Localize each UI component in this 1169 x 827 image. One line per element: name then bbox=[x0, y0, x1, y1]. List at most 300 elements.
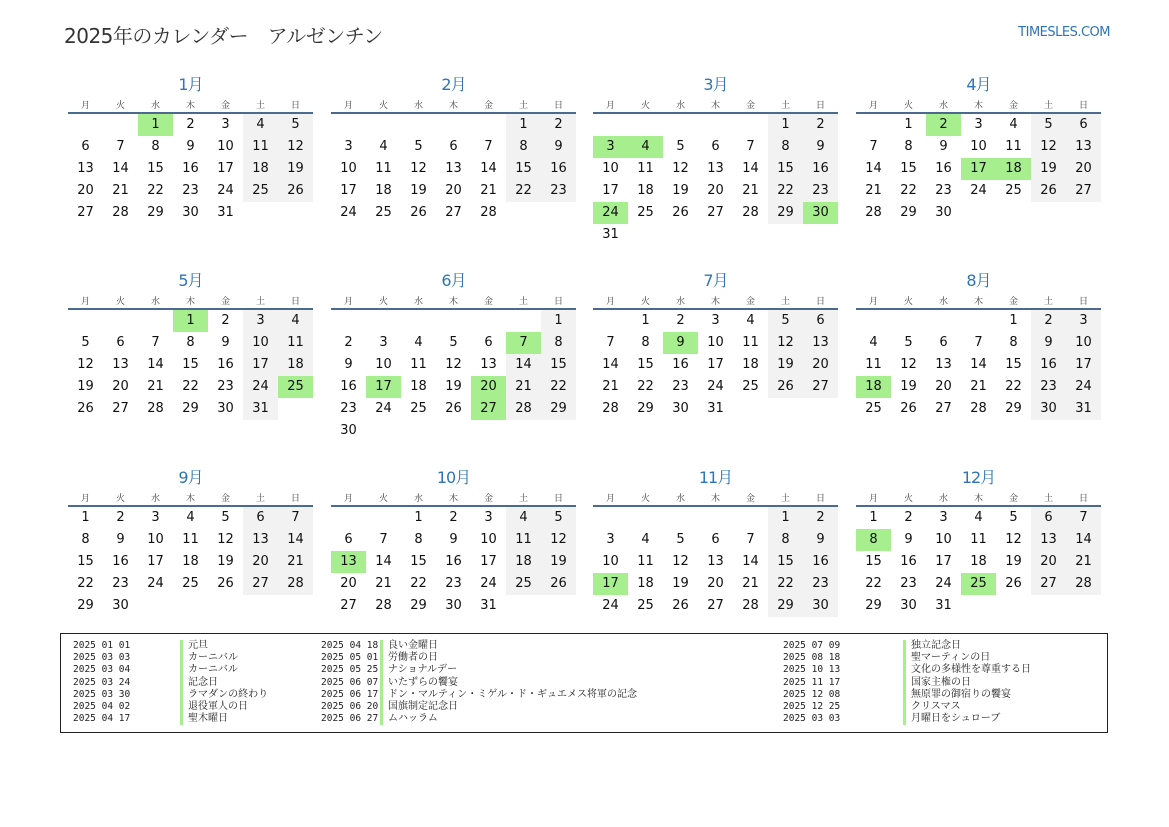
day-cell: 27 bbox=[707, 205, 724, 220]
day-cell: 9 bbox=[186, 139, 195, 154]
day-cell: 28 bbox=[112, 205, 129, 220]
month-title: 6月 bbox=[441, 271, 466, 290]
month-9 bbox=[68, 467, 313, 617]
day-cell: 11 bbox=[970, 532, 987, 547]
weekend-day-cell: 16 bbox=[541, 158, 576, 180]
weekend-day-cell: 20 bbox=[1066, 158, 1101, 180]
day-cell: 22 bbox=[147, 183, 164, 198]
day-cell: 1 bbox=[414, 510, 423, 525]
weekday-header bbox=[68, 96, 313, 114]
day-cell: 25 bbox=[742, 379, 759, 394]
weekday-label: 木 bbox=[448, 296, 458, 307]
legend-item bbox=[321, 664, 458, 676]
weekend-day-cell: 26 bbox=[541, 573, 576, 595]
day-cell: 30 bbox=[182, 205, 199, 220]
day-cell: 29 bbox=[637, 401, 654, 416]
weekday-label: 木 bbox=[973, 296, 983, 307]
holiday-day-cell: 17 bbox=[366, 376, 401, 398]
day-cell: 21 bbox=[147, 379, 164, 394]
day-cell: 28 bbox=[602, 401, 619, 416]
weekday-label: 月 bbox=[605, 493, 615, 504]
empty-cell bbox=[593, 114, 628, 136]
day-cell: 24 bbox=[935, 576, 952, 591]
empty-cell bbox=[663, 114, 698, 136]
weekday-label: 水 bbox=[413, 296, 423, 307]
weekday-label: 火 bbox=[115, 493, 125, 504]
weekend-day-cell: 15 bbox=[768, 551, 803, 573]
weekday-label: 月 bbox=[343, 100, 353, 111]
day-cell: 4 bbox=[974, 510, 983, 525]
weekend-day-cell: 29 bbox=[768, 202, 803, 224]
weekday-label: 木 bbox=[185, 296, 195, 307]
weekend-day-cell: 9 bbox=[1031, 332, 1066, 354]
month-8 bbox=[856, 270, 1101, 420]
empty-cell bbox=[401, 310, 436, 332]
day-cell: 19 bbox=[217, 554, 234, 569]
weekend-day-cell: 4 bbox=[243, 114, 278, 136]
weekday-label: 土 bbox=[780, 100, 790, 111]
holiday-date: 2025 04 02 bbox=[73, 700, 131, 712]
day-cell: 22 bbox=[865, 576, 882, 591]
day-cell: 14 bbox=[742, 554, 759, 569]
holiday-day-cell: 25 bbox=[278, 376, 313, 398]
day-cell: 1 bbox=[869, 510, 878, 525]
empty-cell bbox=[891, 310, 926, 332]
day-cell: 20 bbox=[445, 183, 462, 198]
day-cell: 11 bbox=[865, 357, 882, 372]
weekday-header bbox=[68, 489, 313, 507]
holiday-date: 2025 03 03 bbox=[783, 713, 841, 725]
empty-cell bbox=[961, 310, 996, 332]
weekday-label: 木 bbox=[448, 100, 458, 111]
weekday-header bbox=[856, 292, 1101, 310]
day-cell: 10 bbox=[375, 357, 392, 372]
day-cell: 25 bbox=[1005, 183, 1022, 198]
weekday-label: 金 bbox=[745, 100, 755, 111]
empty-cell bbox=[401, 114, 436, 136]
legend-column-2 bbox=[321, 640, 637, 725]
day-cell: 11 bbox=[1005, 139, 1022, 154]
weekend-day-cell: 7 bbox=[1066, 507, 1101, 529]
day-cell: 18 bbox=[637, 576, 654, 591]
day-cell: 26 bbox=[77, 401, 94, 416]
empty-cell bbox=[733, 114, 768, 136]
weekday-label: 月 bbox=[605, 296, 615, 307]
weekday-label: 火 bbox=[903, 493, 913, 504]
day-cell: 20 bbox=[112, 379, 129, 394]
holiday-date: 2025 03 04 bbox=[73, 664, 131, 676]
weekend-day-cell: 14 bbox=[278, 529, 313, 551]
day-cell: 14 bbox=[602, 357, 619, 372]
weekend-day-cell: 25 bbox=[243, 180, 278, 202]
weekday-label: 金 bbox=[483, 493, 493, 504]
day-cell: 21 bbox=[480, 183, 497, 198]
day-cell: 26 bbox=[445, 401, 462, 416]
weekend-day-cell: 12 bbox=[1031, 136, 1066, 158]
day-cell: 12 bbox=[672, 554, 689, 569]
weekend-day-cell: 8 bbox=[541, 332, 576, 354]
weekend-day-cell: 14 bbox=[506, 354, 541, 376]
day-cell: 6 bbox=[484, 335, 493, 350]
day-grid bbox=[68, 310, 313, 420]
day-cell: 5 bbox=[904, 335, 913, 350]
holiday-name: クリスマス bbox=[903, 701, 961, 713]
weekend-day-cell: 28 bbox=[1066, 573, 1101, 595]
day-cell: 10 bbox=[217, 139, 234, 154]
legend-item bbox=[73, 640, 208, 652]
weekend-day-cell: 3 bbox=[243, 310, 278, 332]
day-cell: 8 bbox=[904, 139, 913, 154]
month-6 bbox=[331, 270, 576, 442]
weekend-day-cell: 22 bbox=[506, 180, 541, 202]
weekend-day-cell: 15 bbox=[506, 158, 541, 180]
weekend-day-cell: 29 bbox=[541, 398, 576, 420]
day-cell: 3 bbox=[939, 510, 948, 525]
empty-cell bbox=[331, 310, 366, 332]
weekday-label: 水 bbox=[150, 100, 160, 111]
day-cell: 12 bbox=[217, 532, 234, 547]
legend-item bbox=[73, 676, 218, 689]
empty-cell bbox=[926, 310, 961, 332]
day-cell: 18 bbox=[182, 554, 199, 569]
day-cell: 30 bbox=[900, 598, 917, 613]
day-cell: 24 bbox=[602, 598, 619, 613]
day-cell: 28 bbox=[147, 401, 164, 416]
day-cell: 6 bbox=[711, 139, 720, 154]
weekday-label: 土 bbox=[255, 100, 265, 111]
month-4 bbox=[856, 74, 1101, 224]
weekday-label: 土 bbox=[780, 493, 790, 504]
day-cell: 2 bbox=[186, 117, 195, 132]
weekday-label: 日 bbox=[1078, 296, 1088, 307]
weekend-day-cell: 23 bbox=[803, 573, 838, 595]
day-grid bbox=[331, 507, 576, 617]
legend-column-3 bbox=[783, 640, 1031, 725]
month-3 bbox=[593, 74, 838, 246]
weekend-day-cell: 6 bbox=[1066, 114, 1101, 136]
holiday-date: 2025 04 17 bbox=[73, 713, 131, 725]
day-cell: 21 bbox=[970, 379, 987, 394]
weekend-day-cell: 24 bbox=[243, 376, 278, 398]
day-cell: 12 bbox=[900, 357, 917, 372]
weekend-day-cell: 17 bbox=[243, 354, 278, 376]
weekday-label: 木 bbox=[973, 493, 983, 504]
day-cell: 3 bbox=[379, 335, 388, 350]
weekend-day-cell: 6 bbox=[243, 507, 278, 529]
holiday-name: 文化の多様性を尊重する日 bbox=[903, 664, 1031, 676]
weekend-day-cell: 5 bbox=[768, 310, 803, 332]
weekday-label: 水 bbox=[150, 296, 160, 307]
day-cell: 24 bbox=[707, 379, 724, 394]
weekday-label: 金 bbox=[483, 100, 493, 111]
day-cell: 14 bbox=[742, 161, 759, 176]
day-grid bbox=[331, 310, 576, 442]
day-cell: 25 bbox=[637, 205, 654, 220]
weekend-day-cell: 13 bbox=[1066, 136, 1101, 158]
day-cell: 2 bbox=[221, 313, 230, 328]
day-cell: 26 bbox=[672, 205, 689, 220]
weekday-label: 木 bbox=[185, 100, 195, 111]
weekday-header bbox=[593, 96, 838, 114]
day-cell: 21 bbox=[602, 379, 619, 394]
weekend-day-cell: 21 bbox=[278, 551, 313, 573]
empty-cell bbox=[593, 310, 628, 332]
day-cell: 1 bbox=[81, 510, 90, 525]
day-cell: 23 bbox=[340, 401, 357, 416]
weekday-label: 木 bbox=[710, 100, 720, 111]
weekend-day-cell: 19 bbox=[541, 551, 576, 573]
day-cell: 5 bbox=[221, 510, 230, 525]
weekday-label: 日 bbox=[553, 493, 563, 504]
month-11 bbox=[593, 467, 838, 617]
day-cell: 11 bbox=[637, 554, 654, 569]
day-cell: 2 bbox=[449, 510, 458, 525]
holiday-day-cell: 8 bbox=[856, 529, 891, 551]
day-cell: 20 bbox=[77, 183, 94, 198]
holiday-name: 良い金曜日 bbox=[380, 640, 438, 652]
day-cell: 29 bbox=[77, 598, 94, 613]
day-cell: 22 bbox=[637, 379, 654, 394]
day-cell: 20 bbox=[935, 379, 952, 394]
holiday-name: カーニバル bbox=[180, 652, 238, 664]
empty-cell bbox=[856, 114, 891, 136]
day-cell: 23 bbox=[935, 183, 952, 198]
holiday-date: 2025 03 30 bbox=[73, 688, 131, 700]
day-cell: 4 bbox=[641, 532, 650, 547]
day-cell: 8 bbox=[151, 139, 160, 154]
empty-cell bbox=[436, 114, 471, 136]
day-cell: 31 bbox=[707, 401, 724, 416]
weekday-label: 月 bbox=[80, 100, 90, 111]
legend-item bbox=[73, 700, 248, 713]
legend-item bbox=[783, 713, 1001, 725]
weekday-header bbox=[593, 292, 838, 310]
day-cell: 5 bbox=[676, 532, 685, 547]
month-title: 3月 bbox=[703, 75, 728, 94]
day-cell: 26 bbox=[672, 598, 689, 613]
weekend-day-cell: 18 bbox=[243, 158, 278, 180]
day-cell: 19 bbox=[77, 379, 94, 394]
weekend-day-cell: 26 bbox=[1031, 180, 1066, 202]
weekend-day-cell: 4 bbox=[506, 507, 541, 529]
legend-column-1 bbox=[73, 640, 269, 725]
day-cell: 25 bbox=[865, 401, 882, 416]
weekday-label: 月 bbox=[868, 296, 878, 307]
weekday-label: 日 bbox=[553, 100, 563, 111]
day-grid bbox=[856, 114, 1101, 224]
day-cell: 24 bbox=[217, 183, 234, 198]
weekend-day-cell: 27 bbox=[243, 573, 278, 595]
day-cell: 14 bbox=[375, 554, 392, 569]
weekend-day-cell: 1 bbox=[768, 507, 803, 529]
weekend-day-cell: 13 bbox=[243, 529, 278, 551]
holiday-name: カーニバル bbox=[180, 664, 238, 676]
day-cell: 27 bbox=[445, 205, 462, 220]
holiday-name: 月曜日をシュローブ bbox=[903, 713, 1000, 725]
day-cell: 13 bbox=[445, 161, 462, 176]
day-cell: 28 bbox=[742, 205, 759, 220]
month-title: 2月 bbox=[441, 75, 466, 94]
day-cell: 10 bbox=[707, 335, 724, 350]
day-cell: 7 bbox=[379, 532, 388, 547]
day-cell: 7 bbox=[484, 139, 493, 154]
day-cell: 2 bbox=[676, 313, 685, 328]
weekend-day-cell: 19 bbox=[1031, 158, 1066, 180]
weekend-day-cell: 9 bbox=[541, 136, 576, 158]
day-cell: 10 bbox=[935, 532, 952, 547]
weekend-day-cell: 6 bbox=[1031, 507, 1066, 529]
legend-item bbox=[783, 664, 1031, 676]
day-cell: 18 bbox=[742, 357, 759, 372]
day-cell: 12 bbox=[410, 161, 427, 176]
day-cell: 3 bbox=[344, 139, 353, 154]
weekday-label: 日 bbox=[815, 493, 825, 504]
weekday-label: 月 bbox=[605, 100, 615, 111]
weekday-label: 水 bbox=[413, 493, 423, 504]
month-5 bbox=[68, 270, 313, 420]
day-cell: 18 bbox=[410, 379, 427, 394]
holiday-day-cell: 18 bbox=[856, 376, 891, 398]
day-cell: 6 bbox=[344, 532, 353, 547]
weekday-label: 金 bbox=[1008, 493, 1018, 504]
day-cell: 30 bbox=[672, 401, 689, 416]
day-cell: 8 bbox=[1009, 335, 1018, 350]
day-cell: 28 bbox=[865, 205, 882, 220]
day-cell: 2 bbox=[904, 510, 913, 525]
day-cell: 16 bbox=[445, 554, 462, 569]
day-cell: 21 bbox=[742, 183, 759, 198]
holiday-date: 2025 08 18 bbox=[783, 652, 841, 664]
day-cell: 4 bbox=[379, 139, 388, 154]
day-cell: 21 bbox=[865, 183, 882, 198]
holiday-date: 2025 11 17 bbox=[783, 676, 841, 688]
holiday-legend bbox=[60, 633, 1108, 733]
day-cell: 9 bbox=[344, 357, 353, 372]
weekday-label: 木 bbox=[710, 296, 720, 307]
day-cell: 4 bbox=[869, 335, 878, 350]
holiday-name: 退役軍人の日 bbox=[180, 701, 248, 713]
day-cell: 14 bbox=[147, 357, 164, 372]
day-cell: 24 bbox=[147, 576, 164, 591]
weekday-label: 水 bbox=[675, 296, 685, 307]
day-cell: 30 bbox=[935, 205, 952, 220]
weekday-label: 水 bbox=[938, 100, 948, 111]
legend-item bbox=[783, 688, 1011, 701]
weekday-label: 木 bbox=[710, 493, 720, 504]
day-cell: 7 bbox=[869, 139, 878, 154]
holiday-date: 2025 12 25 bbox=[783, 700, 841, 712]
day-grid bbox=[593, 114, 838, 246]
day-cell: 29 bbox=[410, 598, 427, 613]
day-cell: 7 bbox=[116, 139, 125, 154]
day-cell: 14 bbox=[970, 357, 987, 372]
day-cell: 7 bbox=[606, 335, 615, 350]
day-cell: 7 bbox=[746, 139, 755, 154]
holiday-day-cell: 3 bbox=[593, 136, 628, 158]
holiday-day-cell: 30 bbox=[803, 202, 838, 224]
day-cell: 24 bbox=[340, 205, 357, 220]
empty-cell bbox=[506, 310, 541, 332]
legend-item bbox=[73, 688, 269, 701]
day-cell: 19 bbox=[445, 379, 462, 394]
weekend-day-cell: 4 bbox=[278, 310, 313, 332]
day-cell: 3 bbox=[151, 510, 160, 525]
empty-cell bbox=[436, 310, 471, 332]
weekend-day-cell: 12 bbox=[278, 136, 313, 158]
holiday-date: 2025 06 17 bbox=[321, 688, 379, 700]
site-link[interactable]: TIMESLES.COM bbox=[1018, 25, 1110, 40]
weekend-day-cell: 2 bbox=[803, 507, 838, 529]
weekend-day-cell: 21 bbox=[1066, 551, 1101, 573]
day-cell: 6 bbox=[81, 139, 90, 154]
legend-item bbox=[73, 652, 238, 664]
empty-cell bbox=[593, 507, 628, 529]
day-cell: 23 bbox=[900, 576, 917, 591]
holiday-name: 聖木曜日 bbox=[180, 713, 228, 725]
holiday-day-cell: 1 bbox=[173, 310, 208, 332]
legend-item bbox=[73, 664, 238, 676]
weekday-label: 月 bbox=[80, 493, 90, 504]
day-cell: 13 bbox=[77, 161, 94, 176]
weekend-day-cell: 26 bbox=[278, 180, 313, 202]
weekend-day-cell: 2 bbox=[541, 114, 576, 136]
weekend-day-cell: 28 bbox=[506, 398, 541, 420]
day-cell: 29 bbox=[1005, 401, 1022, 416]
weekend-day-cell: 20 bbox=[1031, 551, 1066, 573]
weekend-day-cell: 23 bbox=[803, 180, 838, 202]
legend-item bbox=[321, 713, 438, 725]
month-12 bbox=[856, 467, 1101, 617]
empty-cell bbox=[331, 507, 366, 529]
weekday-header bbox=[331, 489, 576, 507]
day-cell: 23 bbox=[217, 379, 234, 394]
day-cell: 26 bbox=[410, 205, 427, 220]
legend-item bbox=[783, 652, 991, 664]
day-cell: 23 bbox=[112, 576, 129, 591]
weekday-label: 金 bbox=[1008, 296, 1018, 307]
weekend-day-cell: 22 bbox=[768, 180, 803, 202]
weekend-day-cell: 5 bbox=[278, 114, 313, 136]
weekend-day-cell: 10 bbox=[1066, 332, 1101, 354]
weekend-day-cell: 12 bbox=[541, 529, 576, 551]
day-cell: 1 bbox=[641, 313, 650, 328]
weekend-day-cell: 22 bbox=[768, 573, 803, 595]
weekend-day-cell: 19 bbox=[278, 158, 313, 180]
weekday-label: 金 bbox=[220, 100, 230, 111]
weekend-day-cell: 8 bbox=[768, 136, 803, 158]
day-grid bbox=[856, 507, 1101, 617]
weekday-header bbox=[593, 489, 838, 507]
holiday-name: ラマダンの終わり bbox=[180, 689, 268, 701]
holiday-day-cell: 9 bbox=[663, 332, 698, 354]
day-grid bbox=[856, 310, 1101, 420]
empty-cell bbox=[663, 507, 698, 529]
weekend-day-cell: 31 bbox=[243, 398, 278, 420]
holiday-name: 記念日 bbox=[180, 677, 218, 689]
day-cell: 9 bbox=[221, 335, 230, 350]
month-title: 8月 bbox=[966, 271, 991, 290]
day-cell: 4 bbox=[746, 313, 755, 328]
month-title: 10月 bbox=[436, 468, 471, 487]
month-title: 12月 bbox=[961, 468, 996, 487]
weekend-day-cell: 23 bbox=[1031, 376, 1066, 398]
holiday-day-cell: 4 bbox=[628, 136, 663, 158]
day-cell: 18 bbox=[970, 554, 987, 569]
holiday-name: 国旗制定記念日 bbox=[380, 701, 458, 713]
day-cell: 16 bbox=[112, 554, 129, 569]
weekday-label: 火 bbox=[115, 296, 125, 307]
day-cell: 19 bbox=[1005, 554, 1022, 569]
